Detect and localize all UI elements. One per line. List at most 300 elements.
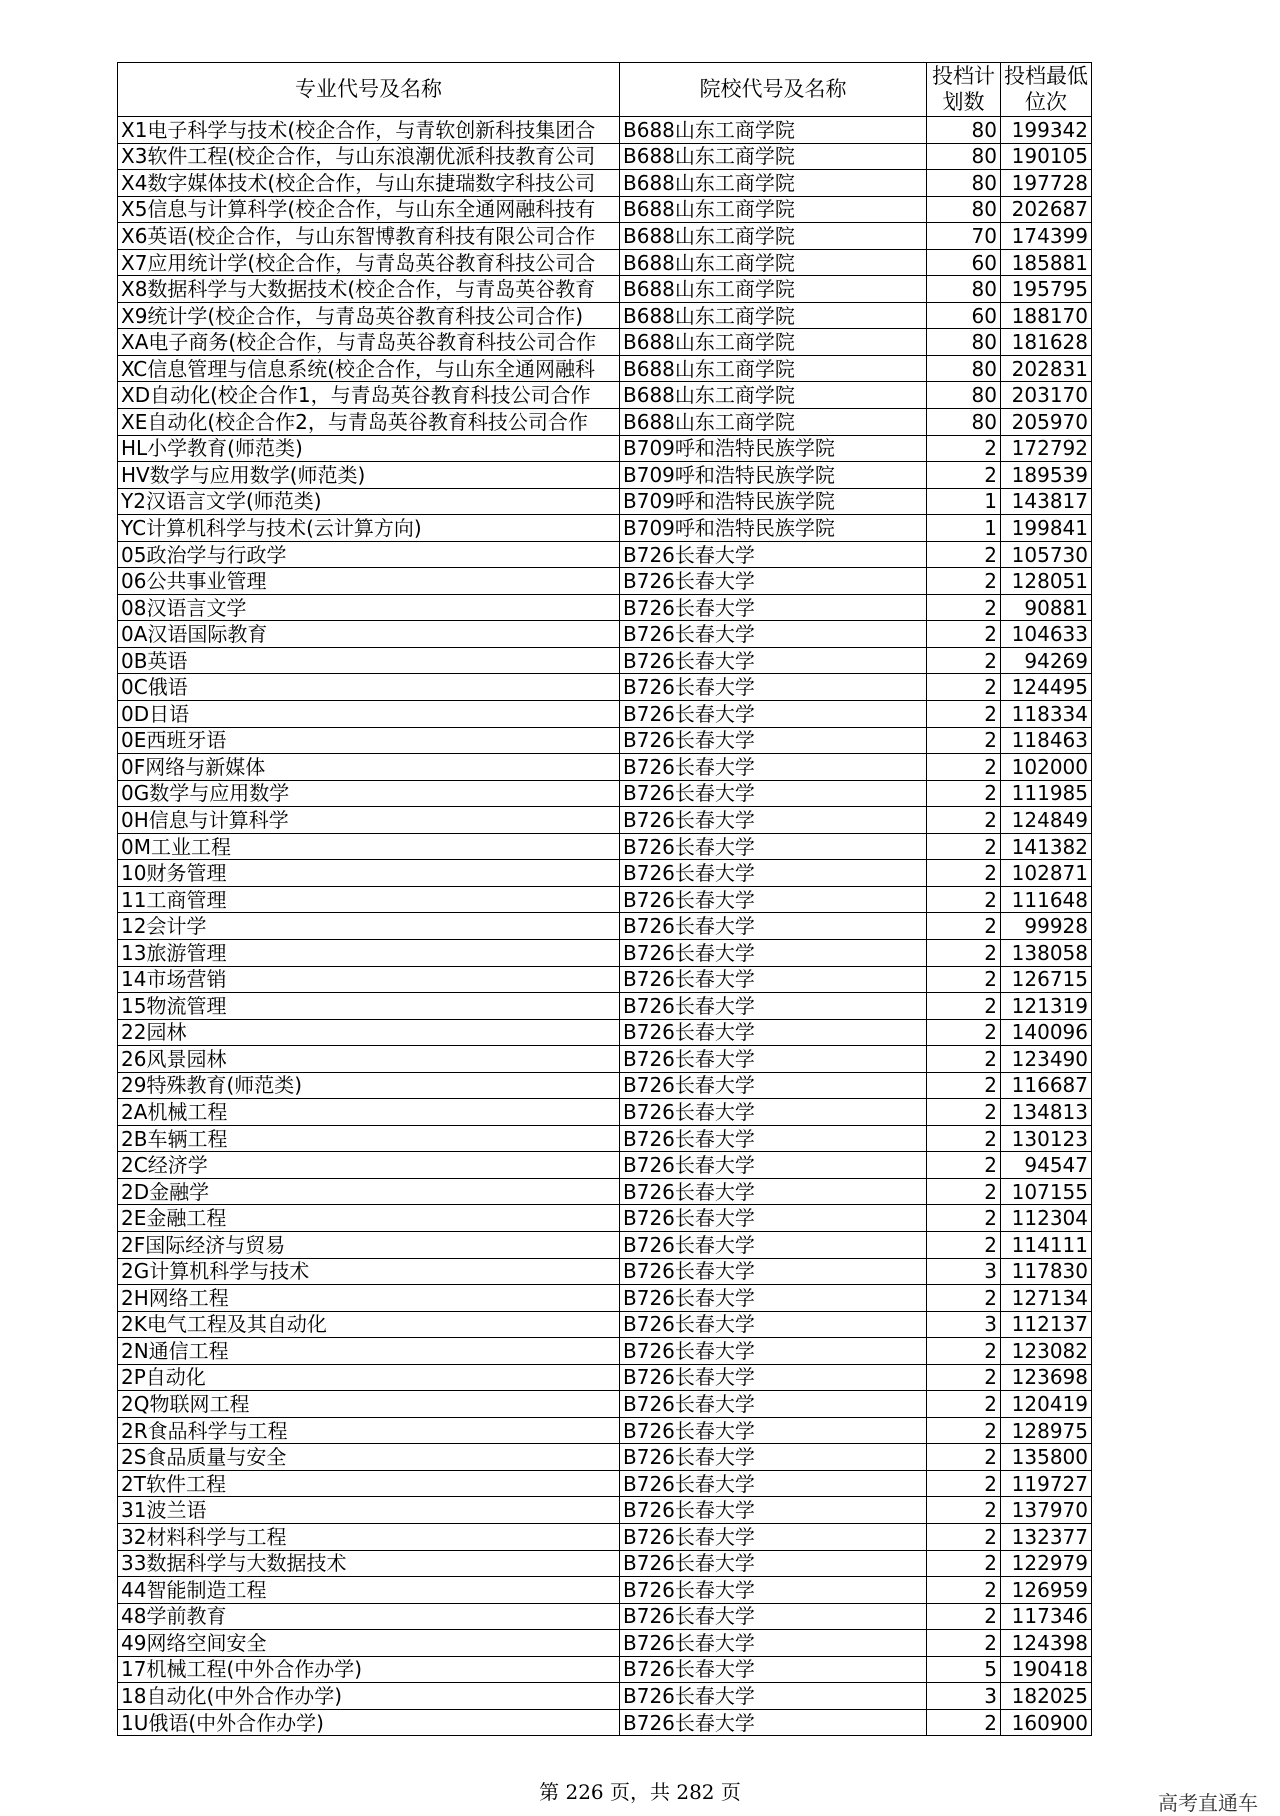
cell-plan: 2 <box>927 1072 1001 1099</box>
cell-school: B726长春大学 <box>620 1444 927 1471</box>
table-row <box>118 621 1092 648</box>
cell-plan: 2 <box>927 701 1001 728</box>
cell-major: 44智能制造工程 <box>118 1577 620 1604</box>
cell-school: B726长春大学 <box>620 1178 927 1205</box>
cell-major: XD自动化(校企合作1，与青岛英谷教育科技公司合作 <box>118 382 620 409</box>
cell-school: B726长春大学 <box>620 727 927 754</box>
cell-school: B688山东工商学院 <box>620 143 927 170</box>
cell-plan: 2 <box>927 1152 1001 1179</box>
table-row <box>118 223 1092 250</box>
table-row <box>118 1231 1092 1258</box>
cell-school: B726长春大学 <box>620 1364 927 1391</box>
table-row <box>118 701 1092 728</box>
cell-rank: 127134 <box>1001 1285 1092 1312</box>
cell-major: 2N通信工程 <box>118 1338 620 1365</box>
table-row <box>118 1364 1092 1391</box>
cell-rank: 116687 <box>1001 1072 1092 1099</box>
cell-school: B726长春大学 <box>620 1523 927 1550</box>
header-rank-line2: 位次 <box>1025 89 1067 114</box>
cell-school: B726长春大学 <box>620 1311 927 1338</box>
cell-school: B726长春大学 <box>620 1683 927 1710</box>
table-row <box>118 170 1092 197</box>
cell-major: 13旅游管理 <box>118 939 620 966</box>
cell-rank: 94547 <box>1001 1152 1092 1179</box>
table-row <box>118 1709 1092 1736</box>
cell-major: X5信息与计算科学(校企合作，与山东全通网融科技有 <box>118 196 620 223</box>
cell-major: 2C经济学 <box>118 1152 620 1179</box>
cell-plan: 2 <box>927 1391 1001 1418</box>
cell-major: 1U俄语(中外合作办学) <box>118 1709 620 1736</box>
table-header <box>118 63 1092 117</box>
cell-major: 2H网络工程 <box>118 1285 620 1312</box>
cell-school: B726长春大学 <box>620 621 927 648</box>
cell-school: B688山东工商学院 <box>620 382 927 409</box>
cell-plan: 2 <box>927 1550 1001 1577</box>
cell-major: 2B车辆工程 <box>118 1125 620 1152</box>
cell-plan: 2 <box>927 1205 1001 1232</box>
cell-rank: 120419 <box>1001 1391 1092 1418</box>
cell-rank: 114111 <box>1001 1231 1092 1258</box>
cell-rank: 174399 <box>1001 223 1092 250</box>
cell-major: YC计算机科学与技术(云计算方向) <box>118 515 620 542</box>
cell-major: 31波兰语 <box>118 1497 620 1524</box>
cell-rank: 117346 <box>1001 1603 1092 1630</box>
cell-rank: 118334 <box>1001 701 1092 728</box>
cell-major: 29特殊教育(师范类) <box>118 1072 620 1099</box>
cell-rank: 128975 <box>1001 1417 1092 1444</box>
table-row <box>118 966 1092 993</box>
cell-plan: 2 <box>927 1125 1001 1152</box>
cell-plan: 80 <box>927 276 1001 303</box>
cell-school: B726长春大学 <box>620 886 927 913</box>
cell-plan: 2 <box>927 860 1001 887</box>
table-row <box>118 435 1092 462</box>
cell-school: B709呼和浩特民族学院 <box>620 488 927 515</box>
cell-rank: 123698 <box>1001 1364 1092 1391</box>
cell-rank: 90881 <box>1001 594 1092 621</box>
cell-rank: 130123 <box>1001 1125 1092 1152</box>
cell-school: B688山东工商学院 <box>620 249 927 276</box>
cell-major: 2D金融学 <box>118 1178 620 1205</box>
table-row <box>118 1258 1092 1285</box>
cell-plan: 2 <box>927 1444 1001 1471</box>
cell-plan: 80 <box>927 355 1001 382</box>
cell-rank: 124398 <box>1001 1630 1092 1657</box>
cell-major: X4数字媒体技术(校企合作，与山东捷瑞数字科技公司 <box>118 170 620 197</box>
cell-major: 48学前教育 <box>118 1603 620 1630</box>
cell-rank: 140096 <box>1001 1019 1092 1046</box>
cell-school: B726长春大学 <box>620 1072 927 1099</box>
cell-plan: 2 <box>927 674 1001 701</box>
cell-school: B726长春大学 <box>620 1603 927 1630</box>
cell-major: 2A机械工程 <box>118 1099 620 1126</box>
table-row <box>118 1178 1092 1205</box>
table-row <box>118 276 1092 303</box>
cell-plan: 2 <box>927 1099 1001 1126</box>
table-body <box>118 117 1092 1736</box>
cell-plan: 2 <box>927 1470 1001 1497</box>
cell-plan: 1 <box>927 515 1001 542</box>
cell-school: B688山东工商学院 <box>620 409 927 436</box>
cell-major: 2Q物联网工程 <box>118 1391 620 1418</box>
cell-school: B726长春大学 <box>620 807 927 834</box>
cell-plan: 60 <box>927 249 1001 276</box>
cell-school: B726长春大学 <box>620 1019 927 1046</box>
cell-major: 2R食品科学与工程 <box>118 1417 620 1444</box>
table-row <box>118 780 1092 807</box>
cell-school: B709呼和浩特民族学院 <box>620 435 927 462</box>
table-row <box>118 1523 1092 1550</box>
cell-major: X1电子科学与技术(校企合作，与青软创新科技集团合 <box>118 117 620 144</box>
cell-plan: 5 <box>927 1656 1001 1683</box>
cell-rank: 182025 <box>1001 1683 1092 1710</box>
cell-major: 0B英语 <box>118 647 620 674</box>
cell-major: X7应用统计学(校企合作，与青岛英谷教育科技公司合 <box>118 249 620 276</box>
cell-rank: 111985 <box>1001 780 1092 807</box>
cell-major: 2P自动化 <box>118 1364 620 1391</box>
header-plan <box>927 63 1001 117</box>
cell-rank: 128051 <box>1001 568 1092 595</box>
cell-major: 0H信息与计算科学 <box>118 807 620 834</box>
table-row <box>118 249 1092 276</box>
cell-rank: 190105 <box>1001 143 1092 170</box>
cell-rank: 138058 <box>1001 939 1092 966</box>
table-row <box>118 594 1092 621</box>
cell-school: B726长春大学 <box>620 1099 927 1126</box>
cell-school: B726长春大学 <box>620 1285 927 1312</box>
cell-school: B726长春大学 <box>620 1258 927 1285</box>
table-row <box>118 1603 1092 1630</box>
cell-major: 06公共事业管理 <box>118 568 620 595</box>
cell-plan: 3 <box>927 1258 1001 1285</box>
cell-major: HV数学与应用数学(师范类) <box>118 462 620 489</box>
cell-major: 0M工业工程 <box>118 833 620 860</box>
cell-rank: 124495 <box>1001 674 1092 701</box>
cell-school: B688山东工商学院 <box>620 223 927 250</box>
cell-school: B726长春大学 <box>620 966 927 993</box>
header-plan-line1: 投档计 <box>932 64 995 89</box>
header-major: 专业代号及名称 <box>118 63 620 117</box>
cell-major: XE自动化(校企合作2，与青岛英谷教育科技公司合作 <box>118 409 620 436</box>
table-row <box>118 993 1092 1020</box>
header-row <box>118 63 1092 117</box>
cell-school: B726长春大学 <box>620 1709 927 1736</box>
table-row <box>118 117 1092 144</box>
cell-plan: 80 <box>927 170 1001 197</box>
cell-school: B726长春大学 <box>620 1550 927 1577</box>
table-row <box>118 1046 1092 1073</box>
table-row <box>118 1019 1092 1046</box>
table-row <box>118 674 1092 701</box>
table-row <box>118 754 1092 781</box>
cell-major: Y2汉语言文学(师范类) <box>118 488 620 515</box>
table-row <box>118 647 1092 674</box>
cell-major: 2G计算机科学与技术 <box>118 1258 620 1285</box>
cell-plan: 2 <box>927 966 1001 993</box>
admission-table <box>117 62 1092 1736</box>
cell-rank: 143817 <box>1001 488 1092 515</box>
cell-plan: 2 <box>927 568 1001 595</box>
cell-rank: 112304 <box>1001 1205 1092 1232</box>
cell-major: 14市场营销 <box>118 966 620 993</box>
cell-plan: 2 <box>927 780 1001 807</box>
table-row <box>118 1099 1092 1126</box>
cell-school: B688山东工商学院 <box>620 355 927 382</box>
cell-plan: 2 <box>927 541 1001 568</box>
cell-school: B726长春大学 <box>620 1630 927 1657</box>
table-row <box>118 382 1092 409</box>
watermark: 高考直通车 <box>1158 1791 1258 1815</box>
cell-school: B726长春大学 <box>620 1152 927 1179</box>
table-row <box>118 462 1092 489</box>
cell-major: XC信息管理与信息系统(校企合作，与山东全通网融科 <box>118 355 620 382</box>
table-row <box>118 515 1092 542</box>
cell-plan: 2 <box>927 939 1001 966</box>
cell-school: B688山东工商学院 <box>620 170 927 197</box>
cell-plan: 2 <box>927 833 1001 860</box>
table-row <box>118 886 1092 913</box>
table-row <box>118 1497 1092 1524</box>
cell-major: 49网络空间安全 <box>118 1630 620 1657</box>
cell-rank: 104633 <box>1001 621 1092 648</box>
cell-rank: 160900 <box>1001 1709 1092 1736</box>
cell-school: B726长春大学 <box>620 1497 927 1524</box>
cell-plan: 2 <box>927 754 1001 781</box>
cell-school: B709呼和浩特民族学院 <box>620 515 927 542</box>
cell-rank: 134813 <box>1001 1099 1092 1126</box>
table-row <box>118 1550 1092 1577</box>
cell-rank: 141382 <box>1001 833 1092 860</box>
cell-major: X6英语(校企合作，与山东智博教育科技有限公司合作 <box>118 223 620 250</box>
cell-major: XA电子商务(校企合作，与青岛英谷教育科技公司合作 <box>118 329 620 356</box>
cell-plan: 2 <box>927 1364 1001 1391</box>
cell-major: X9统计学(校企合作，与青岛英谷教育科技公司合作) <box>118 302 620 329</box>
cell-major: 10财务管理 <box>118 860 620 887</box>
cell-plan: 2 <box>927 1285 1001 1312</box>
cell-rank: 112137 <box>1001 1311 1092 1338</box>
cell-plan: 3 <box>927 1683 1001 1710</box>
table-row <box>118 541 1092 568</box>
cell-plan: 80 <box>927 196 1001 223</box>
cell-plan: 2 <box>927 647 1001 674</box>
cell-plan: 70 <box>927 223 1001 250</box>
cell-school: B726长春大学 <box>620 754 927 781</box>
table-row <box>118 913 1092 940</box>
cell-rank: 121319 <box>1001 993 1092 1020</box>
cell-rank: 123082 <box>1001 1338 1092 1365</box>
table-row <box>118 302 1092 329</box>
cell-plan: 80 <box>927 117 1001 144</box>
table-row <box>118 833 1092 860</box>
table-row <box>118 143 1092 170</box>
cell-plan: 2 <box>927 462 1001 489</box>
cell-rank: 205970 <box>1001 409 1092 436</box>
cell-rank: 190418 <box>1001 1656 1092 1683</box>
cell-rank: 189539 <box>1001 462 1092 489</box>
cell-school: B688山东工商学院 <box>620 117 927 144</box>
table-row <box>118 1577 1092 1604</box>
cell-major: 05政治学与行政学 <box>118 541 620 568</box>
table-row <box>118 409 1092 436</box>
cell-plan: 2 <box>927 594 1001 621</box>
cell-major: HL小学教育(师范类) <box>118 435 620 462</box>
cell-rank: 135800 <box>1001 1444 1092 1471</box>
table-row <box>118 860 1092 887</box>
cell-plan: 2 <box>927 886 1001 913</box>
table-row <box>118 1152 1092 1179</box>
cell-plan: 3 <box>927 1311 1001 1338</box>
cell-school: B709呼和浩特民族学院 <box>620 462 927 489</box>
cell-major: 0D日语 <box>118 701 620 728</box>
cell-major: 12会计学 <box>118 913 620 940</box>
cell-plan: 2 <box>927 913 1001 940</box>
cell-rank: 181628 <box>1001 329 1092 356</box>
cell-rank: 122979 <box>1001 1550 1092 1577</box>
table-row <box>118 196 1092 223</box>
table-row <box>118 1630 1092 1657</box>
cell-school: B726长春大学 <box>620 1656 927 1683</box>
cell-rank: 185881 <box>1001 249 1092 276</box>
cell-school: B726长春大学 <box>620 1417 927 1444</box>
cell-rank: 94269 <box>1001 647 1092 674</box>
cell-plan: 2 <box>927 1178 1001 1205</box>
cell-school: B688山东工商学院 <box>620 196 927 223</box>
cell-school: B726长春大学 <box>620 1470 927 1497</box>
cell-school: B688山东工商学院 <box>620 302 927 329</box>
cell-rank: 105730 <box>1001 541 1092 568</box>
cell-rank: 202687 <box>1001 196 1092 223</box>
cell-plan: 2 <box>927 1338 1001 1365</box>
cell-rank: 124849 <box>1001 807 1092 834</box>
cell-plan: 2 <box>927 727 1001 754</box>
cell-rank: 126959 <box>1001 1577 1092 1604</box>
cell-major: X8数据科学与大数据技术(校企合作，与青岛英谷教育 <box>118 276 620 303</box>
cell-rank: 118463 <box>1001 727 1092 754</box>
cell-rank: 202831 <box>1001 355 1092 382</box>
cell-plan: 80 <box>927 143 1001 170</box>
cell-school: B726长春大学 <box>620 833 927 860</box>
cell-plan: 60 <box>927 302 1001 329</box>
table-row <box>118 488 1092 515</box>
table-row <box>118 329 1092 356</box>
table-row <box>118 1285 1092 1312</box>
cell-major: 0G数学与应用数学 <box>118 780 620 807</box>
cell-plan: 2 <box>927 1709 1001 1736</box>
table-row <box>118 727 1092 754</box>
cell-plan: 2 <box>927 435 1001 462</box>
cell-plan: 2 <box>927 1231 1001 1258</box>
cell-school: B726长春大学 <box>620 541 927 568</box>
cell-rank: 102000 <box>1001 754 1092 781</box>
cell-school: B726长春大学 <box>620 780 927 807</box>
cell-major: 11工商管理 <box>118 886 620 913</box>
cell-major: 0F网络与新媒体 <box>118 754 620 781</box>
cell-major: 2E金融工程 <box>118 1205 620 1232</box>
table-row <box>118 939 1092 966</box>
table-row <box>118 355 1092 382</box>
header-rank <box>1001 63 1092 117</box>
table-row <box>118 1470 1092 1497</box>
cell-plan: 2 <box>927 1046 1001 1073</box>
cell-rank: 107155 <box>1001 1178 1092 1205</box>
table-row <box>118 807 1092 834</box>
cell-plan: 80 <box>927 382 1001 409</box>
table-row <box>118 568 1092 595</box>
cell-major: 2S食品质量与安全 <box>118 1444 620 1471</box>
cell-plan: 80 <box>927 329 1001 356</box>
cell-major: 17机械工程(中外合作办学) <box>118 1656 620 1683</box>
cell-plan: 2 <box>927 1603 1001 1630</box>
cell-rank: 199342 <box>1001 117 1092 144</box>
cell-rank: 123490 <box>1001 1046 1092 1073</box>
cell-plan: 2 <box>927 1497 1001 1524</box>
table-row <box>118 1125 1092 1152</box>
table-row <box>118 1683 1092 1710</box>
table-row <box>118 1444 1092 1471</box>
cell-plan: 2 <box>927 1019 1001 1046</box>
cell-rank: 195795 <box>1001 276 1092 303</box>
cell-rank: 111648 <box>1001 886 1092 913</box>
cell-school: B726长春大学 <box>620 939 927 966</box>
table-row <box>118 1391 1092 1418</box>
table-row <box>118 1656 1092 1683</box>
cell-school: B726长春大学 <box>620 674 927 701</box>
table-row <box>118 1205 1092 1232</box>
cell-rank: 199841 <box>1001 515 1092 542</box>
header-school: 院校代号及名称 <box>620 63 927 117</box>
cell-school: B726长春大学 <box>620 1391 927 1418</box>
cell-plan: 2 <box>927 993 1001 1020</box>
cell-school: B726长春大学 <box>620 1046 927 1073</box>
cell-school: B726长春大学 <box>620 993 927 1020</box>
cell-rank: 137970 <box>1001 1497 1092 1524</box>
table-row <box>118 1311 1092 1338</box>
cell-school: B726长春大学 <box>620 594 927 621</box>
cell-major: 33数据科学与大数据技术 <box>118 1550 620 1577</box>
cell-school: B726长春大学 <box>620 1125 927 1152</box>
cell-major: 32材料科学与工程 <box>118 1523 620 1550</box>
cell-major: 08汉语言文学 <box>118 594 620 621</box>
cell-school: B726长春大学 <box>620 647 927 674</box>
cell-plan: 80 <box>927 409 1001 436</box>
cell-rank: 203170 <box>1001 382 1092 409</box>
cell-plan: 2 <box>927 1577 1001 1604</box>
cell-school: B726长春大学 <box>620 1577 927 1604</box>
admission-table-container <box>117 62 1092 1736</box>
cell-rank: 188170 <box>1001 302 1092 329</box>
cell-school: B726长春大学 <box>620 1205 927 1232</box>
cell-rank: 197728 <box>1001 170 1092 197</box>
cell-major: 0A汉语国际教育 <box>118 621 620 648</box>
header-plan-line2: 划数 <box>942 89 985 114</box>
cell-plan: 2 <box>927 1523 1001 1550</box>
cell-school: B726长春大学 <box>620 1231 927 1258</box>
cell-rank: 99928 <box>1001 913 1092 940</box>
cell-rank: 172792 <box>1001 435 1092 462</box>
cell-school: B726长春大学 <box>620 568 927 595</box>
cell-rank: 126715 <box>1001 966 1092 993</box>
cell-major: 15物流管理 <box>118 993 620 1020</box>
cell-plan: 2 <box>927 1630 1001 1657</box>
cell-major: 2F国际经济与贸易 <box>118 1231 620 1258</box>
cell-school: B726长春大学 <box>620 1338 927 1365</box>
cell-rank: 119727 <box>1001 1470 1092 1497</box>
cell-school: B688山东工商学院 <box>620 276 927 303</box>
cell-rank: 117830 <box>1001 1258 1092 1285</box>
cell-plan: 1 <box>927 488 1001 515</box>
cell-major: X3软件工程(校企合作，与山东浪潮优派科技教育公司 <box>118 143 620 170</box>
cell-major: 0E西班牙语 <box>118 727 620 754</box>
